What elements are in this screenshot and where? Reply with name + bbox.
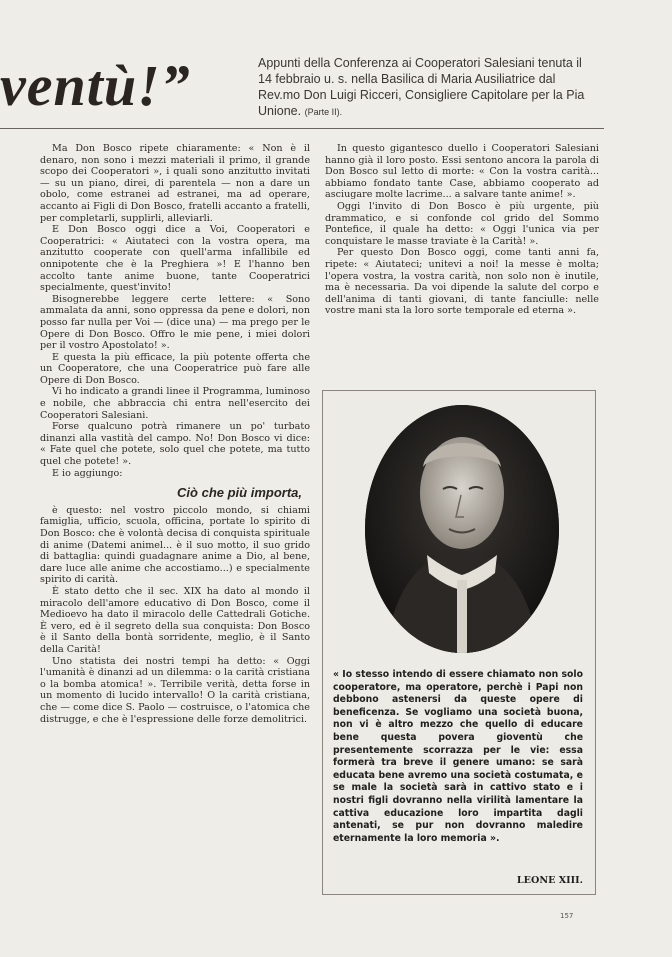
page-number: 157 (560, 912, 574, 920)
paragraph: Per questo Don Bosco oggi, come tanti anni fa, ripete: « Aiutateci; unitevi a noi! la messe è molta; l'opera vostra, la vostra carità, non solo non è inutile, ma è necessaria. Da voi dipende la salute del corpo e dell'anima di tanti giovani, di tante fanciulle: nelle vostre mani sta la loro sorte temporale ed eterna ». (325, 247, 599, 317)
section-heading: Ciò che più importa, (177, 485, 302, 501)
part-label: (Parte II). (304, 107, 343, 117)
paragraph: è questo: nel vostro piccolo mondo, si chiami famiglia, ufficio, scuola, officina, portate lo spirito di Don Bosco: che è volontà decisa di conquista spirituale di anime (Datemi animel... è il suo motto, il suo grido di battaglia: quindi guadagnare anime a Dio, al bene, dare luce alle anime che accostiamo...) e specialmente spirito di carità. (40, 504, 310, 586)
paragraph: In questo gigantesco duello i Cooperatori Salesiani hanno già il loro posto. Essi sentono ancora la parola di Don Bosco sul letto di morte: « Con la vostra carità... abbiamo fondato tante Case, abbiamo cooperato ad asciugare molte lacrime... a salvare tante anime! ». (325, 143, 599, 201)
right-column (325, 143, 599, 317)
paragraph: E Don Bosco oggi dice a Voi, Cooperatori e Cooperatrici: « Aiutateci con la vostra opera, ma anzitutto cooperate con quell'arma infallibile ed onnipotente che è la Preghiera »! E l'hanno ben accolto tante anime buone, tante Cooperatrici specialmente, quest'invito! (40, 224, 310, 294)
pope-portrait-image (365, 405, 559, 653)
article-title: ventù!” (0, 53, 191, 118)
paragraph: Ma Don Bosco ripete chiaramente: « Non è il denaro, non sono i mezzi materiali il primo, il grande scopo dei Cooperatori », i quali sono anzitutto invitati — su un piano, direi, di parentela — non a dare un obolo, come estranei ad estranei, ma ad operare, accanto ai Figli di Don Bosco, fratelli accanto a fratelli, per completarli, supplirli, alleviarli. (40, 143, 310, 224)
paragraph: È stato detto che il sec. XIX ha dato al mondo il miracolo dell'amore educativo di Don Bosco, come il Medioevo ha dato il miracolo delle Cattedrali Gotiche. È vero, ed è il segreto della sua conquista: Don Bosco è il Santo della bontà sorridente, meglio, è il Santo della Carità! (40, 585, 310, 655)
paragraph: E questa la più efficace, la più potente offerta che un Cooperatore, che una Cooperatrice può fare alle Opere di Don Bosco. (40, 351, 310, 386)
paragraph: Oggi l'invito di Don Bosco è più urgente, più drammatico, e si confonde col grido del Sommo Pontefice, il quale ha detto: « Oggi l'unica via per conquistare le masse traviate è la Carità! ». (325, 200, 599, 247)
portrait-illustration (365, 405, 559, 653)
paragraph: Uno statista dei nostri tempi ha detto: « Oggi l'umanità è dinanzi ad un dilemma: o la carità cristiana o la bomba atomica! ». Terribile verità, detta forse in un momento di lucido intervallo! O la carità cristiana, che — come dice S. Paolo — costruisce, o l'atomica che distrugge, e che è l'espressione delle forze demolitrici. (40, 655, 310, 725)
paragraph: Forse qualcuno potrà rimanere un po' turbato dinanzi alla vastità del campo. No! Don Bosco vi dice: « Fate quel che potete, solo quel che potete, ma tutto quel che potete! ». (40, 421, 310, 468)
paragraph: Bisognerebbe leggere certe lettere: « Sono ammalata da anni, sono oppressa da pene e dolori, non posso far nulla per Voi — (dice una) — ma prego per le Opere di Don Bosco. Offro le mie pene, i miei dolori per il vostro Apostolato! ». (40, 293, 310, 352)
paragraph: E io aggiungo: (52, 467, 123, 479)
header-rule (0, 128, 604, 129)
paragraph: Vi ho indicato a grandi linee il Programma, luminoso e nobile, che abbraccia chi entra nell'esercito dei Cooperatori Salesiani. (40, 386, 310, 421)
subtitle-text: Appunti della Conferenza ai Cooperatori Salesiani tenuta il 14 febbraio u. s. nella Basilica di Maria Ausiliatrice dal Rev.mo Don Luigi Ricceri, Consigliere Capitolare per la Pia Unione. (258, 56, 585, 118)
quote-author: LEONE XIII. (516, 875, 583, 886)
quote-box (322, 390, 596, 895)
quote-text: « Io stesso intendo di essere chiamato non solo cooperatore, ma operatore, perchè i Papi non debbono astenersi da queste opere di beneficenza. Se vogliamo una società buona, non vi è altro mezzo che quello di educare bene questa povera gioventù che presentemente scorrazza per le vie: essa formerà tra breve il genere umano: se sarà educata bene avremo una società costumata, e se male la società sarà in cattivo stato e i nostri figli dovranno nella virilità lamentare la cattiva educazione loro impartita dagli antenati, se pur non dovranno maledire eternamente la loro memoria ». (333, 669, 583, 844)
left-column (40, 143, 310, 725)
article-subtitle (258, 55, 598, 120)
